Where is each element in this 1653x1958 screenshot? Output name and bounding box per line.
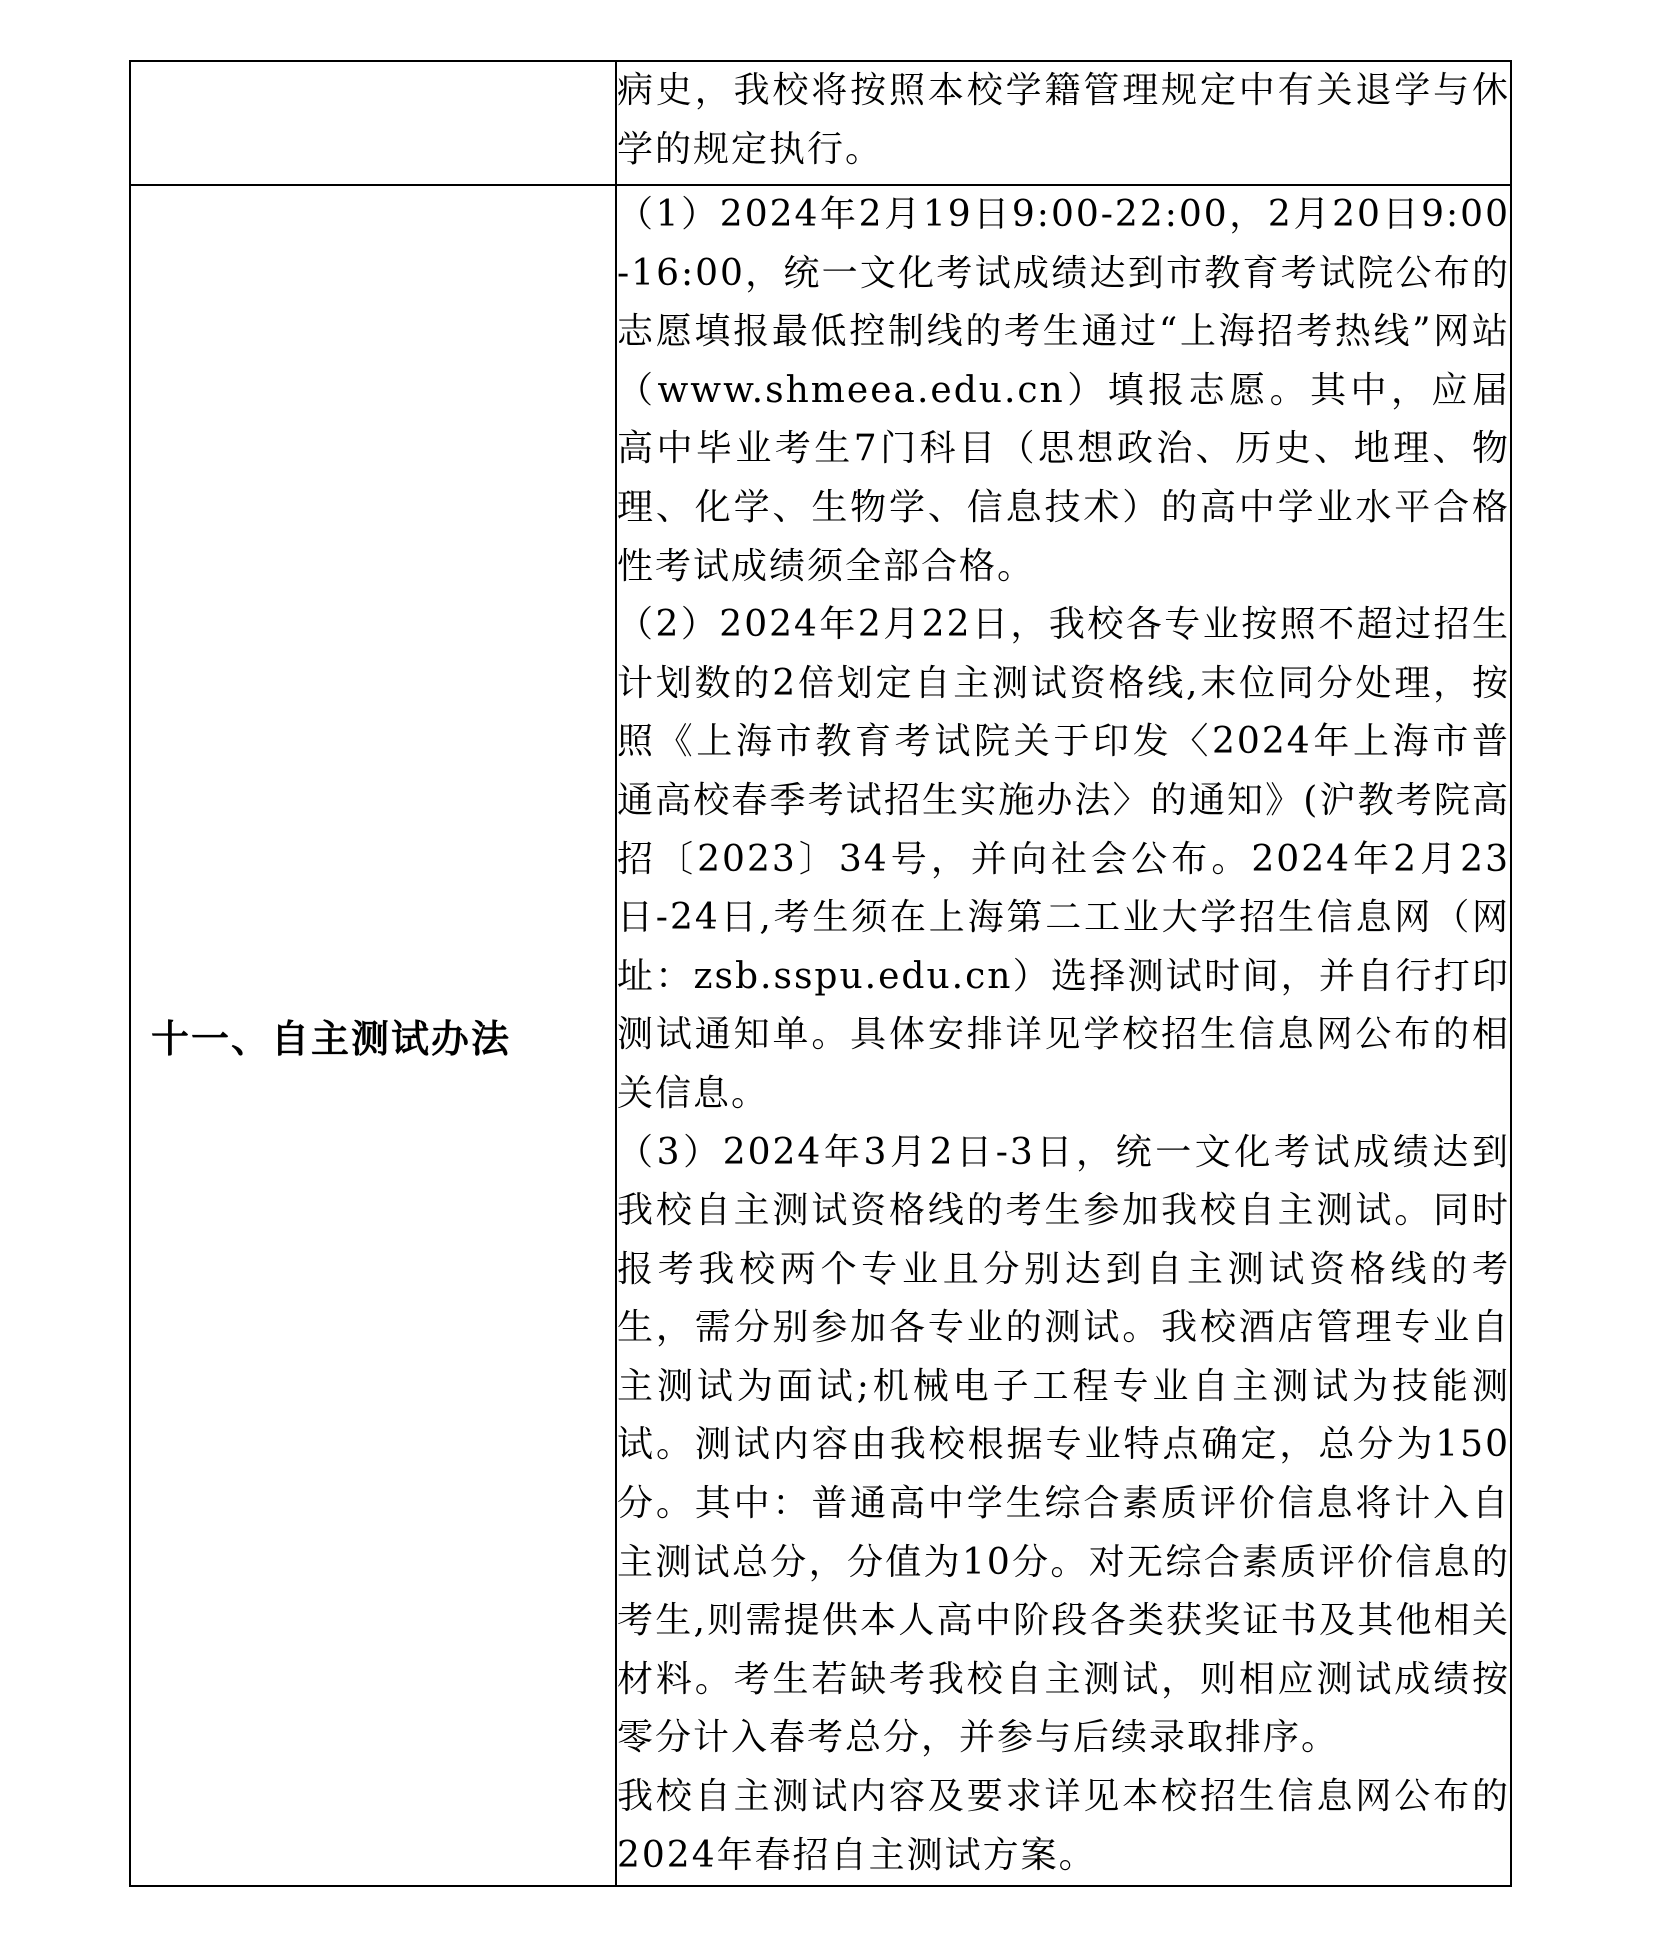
paragraph-1: （1）2024年2月19日9:00-22:00，2月20日9:00-16:00，统一文化考试成绩达到市教育考试院公布的志愿填报最低控制线的考生通过“上海招考热线”网站（www.shmeea.edu.cn）填报志愿。其中，应届高中毕业考生7门科目（思想政治、历史、地理、物理、化学、生物学、信息技术）的高中学业水平合格性考试成绩须全部合格。 [617, 194, 1510, 587]
section-label-self-test-method: 十一、自主测试办法 [130, 185, 616, 1886]
paragraph-4: 我校自主测试内容及要求详见本校招生信息网公布的2024年春招自主测试方案。 [617, 1776, 1510, 1876]
row-content-cell [616, 185, 1511, 1886]
row-label-cell [130, 61, 616, 185]
paragraph-3: （3）2024年3月2日-3日，统一文化考试成绩达到我校自主测试资格线的考生参加我校自主测试。同时报考我校两个专业且分别达到自主测试资格线的考生，需分别参加各专业的测试。我校酒店管理专业自主测试为面试;机械电子工程专业自主测试为技能测试。测试内容由我校根据专业特点确定，总分为150分。其中：普通高中学生综合素质评价信息将计入自主测试总分，分值为10分。对无综合素质评价信息的考生,则需提供本人高中阶段各类获奖证书及其他相关材料。考生若缺考我校自主测试，则相应测试成绩按零分计入春考总分，并参与后续录取排序。 [617, 1131, 1510, 1759]
table-row [130, 185, 1511, 1886]
table-row [130, 61, 1511, 185]
paragraph-2: （2）2024年2月22日，我校各专业按照不超过招生计划数的2倍划定自主测试资格线,末位同分处理，按照《上海市教育考试院关于印发〈2024年上海市普通高校春季考试招生实施办法〉的通知》(沪教考院高招〔2023〕34号，并向社会公布。2024年2月23日-24日,考生须在上海第二工业大学招生信息网（网址：zsb.sspu.edu.cn）选择测试时间，并自行打印测试通知单。具体安排详见学校招生信息网公布的相关信息。 [617, 604, 1510, 1114]
paragraph: 病史，我校将按照本校学籍管理规定中有关退学与休学的规定执行。 [617, 70, 1510, 170]
regulation-table [129, 60, 1512, 1887]
row-content-cell [616, 61, 1511, 185]
